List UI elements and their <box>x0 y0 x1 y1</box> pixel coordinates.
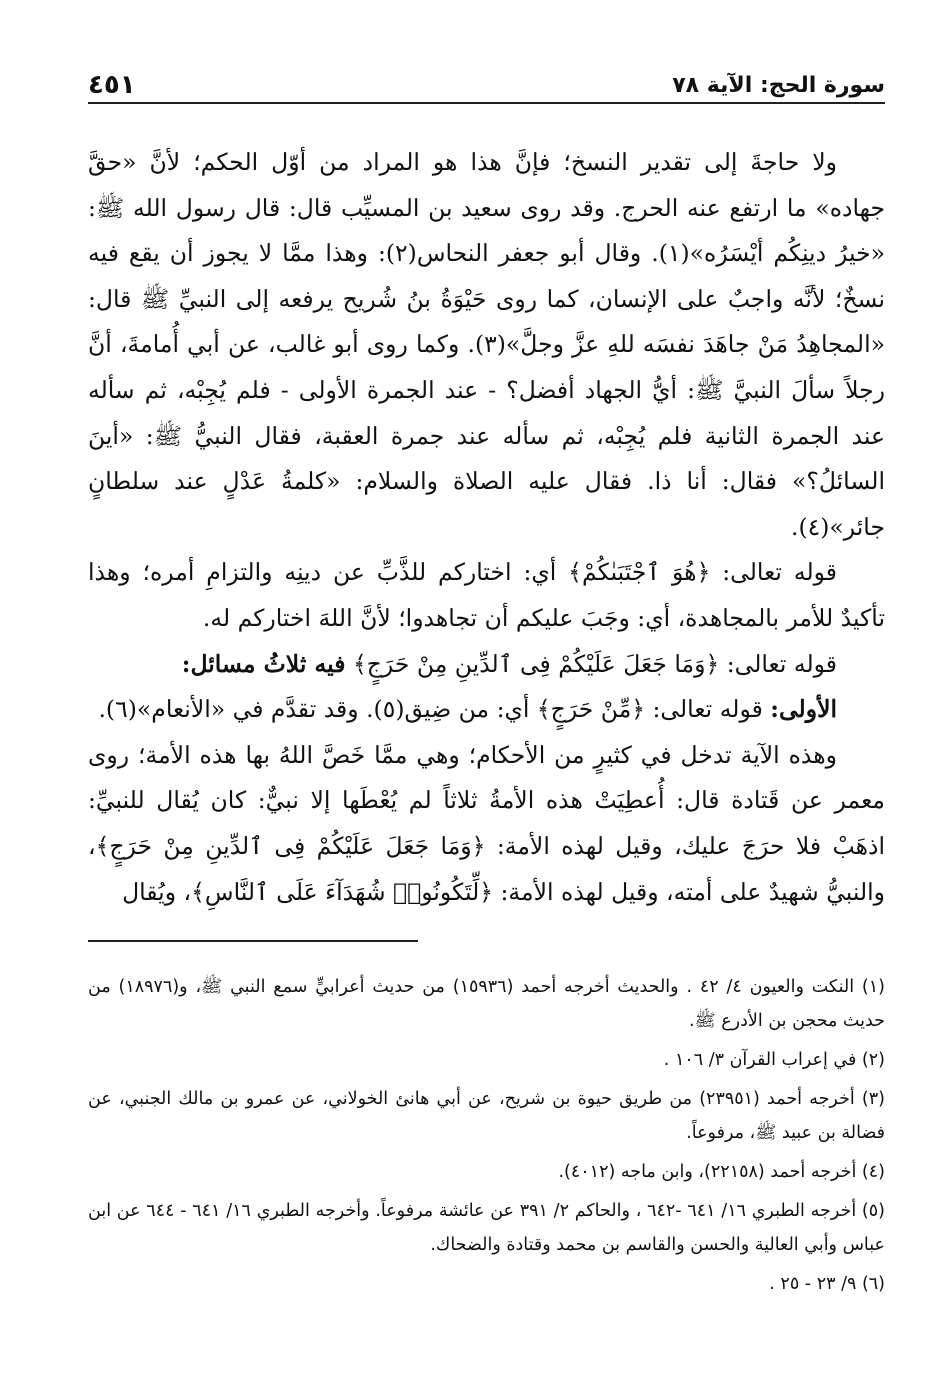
footnote-6: (٦) ٩/ ٢٣ - ٢٥ . <box>769 1274 885 1294</box>
footnotes <box>88 970 885 1306</box>
page-header <box>88 62 885 104</box>
paragraph-2: قوله تعالى: ﴿هُوَ ٱجْتَبَىٰكُمْ﴾ أي: اختاركم للذَّبِّ عن دينِه والتزامِ أمره؛ وهذا تأكيدٌ للأمر بالمجاهدة، أي: وجَبَ عليكم أن تجاهدوا؛ لأنَّ اللهَ اختاركم له. <box>88 558 885 632</box>
paragraph-1: ولا حاجةَ إلى تقدير النسخ؛ فإنَّ هذا هو المراد من أوّل الحكم؛ لأنَّ «حقَّ جهاده» ما ارتفع عنه الحرج. وقد روى سعيد بن المسيِّب قال: قال رسول الله ﷺ: «خيرُ دينِكُم أيْسَرُه»(١). وقال أبو جعفر النحاس(٢): وهذا ممَّا لا يجوز أن يقع فيه نسخٌ؛ لأنَّه واجبٌ على الإنسان، كما روى حَيْوَةُ بنُ شُريح يرفعه إلى النبيِّ ﷺ قال: «المجاهِدُ مَنْ جاهَدَ نفسَه للهِ عزَّ وجلَّ»(٣). وكما روى أبو غالب، عن أبي أُمامةَ، أنَّ رجلاً سألَ النبيَّ ﷺ: أيُّ الجهاد أفضل؟ - عند الجمرة الأولى - فلم يُجِبْه، ثم سأله عند الجمرة الثانية فلم يُجِبْه، ثم سأله عند جمرة العقبة، فقال النبيُّ ﷺ: «أينَ السائلُ؟» فقال: أنا ذا. فقال عليه الصلاة والسلام: «كلمةُ عَدْلٍ عند سلطانٍ جائر»(٤). <box>88 148 885 541</box>
footnote-5: (٥) أخرجه الطبري ١٦/ ٦٤١ -٦٤٢ ، والحاكم ٢/ ٣٩١ عن عائشة مرفوعاً. وأخرجه الطبري ١٦/ ٦٤١ - ٦٤٤ عن ابن عباس وأبي العالية والحسن والقاسم بن محمد وقتادة والضحاك. <box>88 1201 885 1255</box>
paragraph-3-text: قوله تعالى: ﴿وَمَا جَعَلَ عَلَيْكُمْ فِى ٱلدِّينِ مِنْ حَرَجٍ﴾ <box>345 649 837 678</box>
running-title: سورة الحج: الآية ٧٨ <box>672 73 885 98</box>
footnote-divider <box>88 940 418 942</box>
paragraph-5: وهذه الآية تدخل في كثيرٍ من الأحكام؛ وهي ممَّا خَصَّ اللهُ بها هذه الأمة؛ روى معمر عن قَتادة قال: أُعطِيَتْ هذه الأمةُ ثلاثاً لم يُعْطَها إلا نبيٌّ: كان يُقال للنبيِّ: اذهَبْ فلا حرَجَ عليك، وقيل لهذه الأمة: ﴿وَمَا جَعَلَ عَلَيْكُمْ فِى ٱلدِّينِ مِنْ حَرَجٍ﴾، والنبيُّ شهيدٌ على أمته، وقيل لهذه الأمة: ﴿لِّتَكُونُوا۟ شُهَدَآءَ عَلَى ٱلنَّاسِ﴾، ويُقال <box>88 740 885 906</box>
footnote-2: (٢) في إعراب القرآن ٣/ ١٠٦ . <box>663 1050 885 1070</box>
footnote-1: (١) النكت والعيون ٤/ ٤٢ . والحديث أخرجه أحمد (١٥٩٣٦) من حديث أعرابيٍّ سمع النبي ﷺ، و(١٨٩٧٦) من حديث محجن بن الأدرع ﷺ. <box>88 977 885 1031</box>
footnote-4: (٤) أخرجه أحمد (٢٢١٥٨)، وابن ماجه (٤٠١٢). <box>558 1162 885 1182</box>
footnote-3: (٣) أخرجه أحمد (٢٣٩٥١) من طريق حيوة بن شريح، عن أبي هانئ الخولاني، عن عمرو بن مالك الجنبي، عن فضالة بن عبيد ﷺ، مرفوعاً. <box>88 1089 885 1143</box>
paragraph-3-bold: فيه ثلاثُ مسائل: <box>181 649 346 678</box>
main-text <box>88 140 885 915</box>
paragraph-4 <box>88 687 885 733</box>
paragraph-4-text: قوله تعالى: ﴿مِّنْ حَرَجٍ﴾ أي: من ضِيق(٥). وقد تقدَّم في «الأنعام»(٦). <box>98 695 771 724</box>
paragraph-4-bold: الأولى: <box>770 695 837 724</box>
page-number: ٤٥١ <box>88 70 136 100</box>
paragraph-3 <box>88 642 885 688</box>
